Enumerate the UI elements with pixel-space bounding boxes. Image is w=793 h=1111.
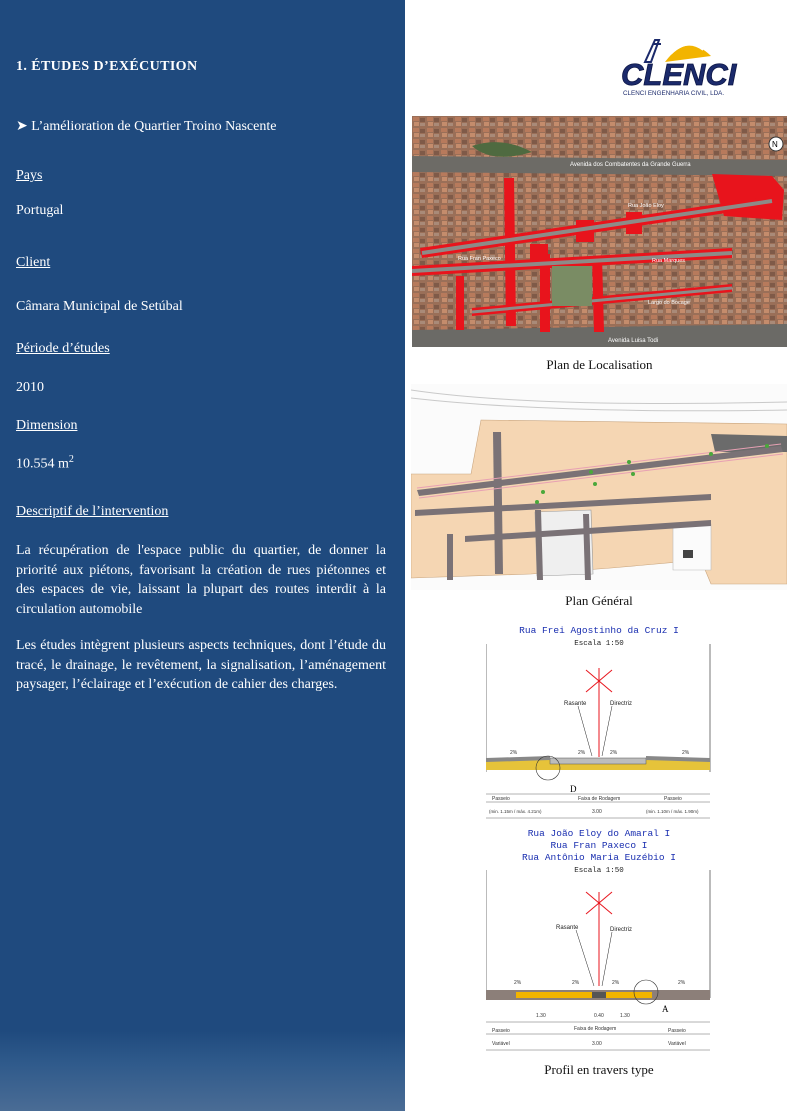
- pays-label: Pays: [16, 168, 43, 183]
- profile2-slope-left: 2%: [514, 980, 522, 986]
- aerial-label-avenue-top: Avenida dos Combatentes da Grande Guerra: [570, 162, 691, 168]
- profile2-title-2: Rua Fran Paxeco I: [550, 840, 648, 851]
- profile1-passeio-left: Passeio: [492, 796, 510, 802]
- pays-value: Portugal: [16, 203, 64, 218]
- aerial-label-street3: Rua Marques: [652, 258, 686, 264]
- profile1-scale: Escala 1:50: [574, 640, 624, 648]
- profile1-detail: D: [570, 784, 577, 794]
- cross-section-profile-1: [486, 622, 712, 822]
- aerial-label-avenue-bottom: Avenida Luisa Todi: [608, 338, 659, 344]
- descriptif-paragraph-2: Les études intègrent plusieurs aspects techniques, dont l’étude du tracé, le drainage, le revêtement, la signalisation, l’aménagement paysager, l’éclairage et l’exécution de cahier des charges.: [16, 638, 386, 692]
- profile1-slope-left: 2%: [510, 750, 518, 756]
- bottom-band: [0, 1031, 405, 1111]
- periode-label: Période d’études: [16, 341, 110, 356]
- profile1-dim-mid: 3.00: [592, 809, 602, 815]
- profile1-slope-mid-left: 2%: [578, 750, 586, 756]
- profile2-faixa: Faixa de Rodagem: [574, 1026, 617, 1032]
- dimension-value: [16, 450, 74, 474]
- cross-section-profile-2: [486, 826, 712, 1054]
- periode-value: 2010: [16, 380, 44, 395]
- descriptif-paragraph-1: La récupération de l'espace public du quartier, de donner la priorité aux piétons, favorisant la création de rues piétonnes et des espaces de vie, laissant la plupart des routes interdit à la circulation automobile: [16, 543, 386, 617]
- profile1-title: Rua Frei Agostinho da Cruz I: [519, 625, 679, 636]
- aerial-label-largo: Largo do Bocage: [648, 300, 690, 306]
- dimension-unit-sup: 2: [68, 454, 74, 465]
- profile2-title-1: Rua João Eloy do Amaral I: [527, 828, 671, 839]
- descriptif-label: Descriptif de l’intervention: [16, 504, 169, 519]
- general-plan-drawing: [411, 384, 787, 590]
- profile2-passeio-left: Passeio: [492, 1028, 510, 1034]
- aerial-label-street2: Rua João Eloy: [628, 203, 664, 209]
- profile1-rasante: Rasante: [564, 701, 587, 707]
- dimension-number: 10.554 m: [16, 456, 69, 472]
- profile2-dim-1: 1.30: [536, 1013, 546, 1019]
- dimension-label: Dimension: [16, 418, 78, 433]
- arrow-bullet-icon: ➤: [16, 119, 28, 134]
- profile2-slope-mid-right: 2%: [612, 980, 620, 986]
- profile2-title-3: Rua Antônio Maria Euzébio I: [522, 852, 676, 863]
- client-label: Client: [16, 255, 51, 270]
- profile2-passeio-right: Passeio: [668, 1028, 686, 1034]
- profile1-dim-right: (min. 1.10m / máx. 1.90m): [646, 809, 699, 814]
- profile2-slope-mid-left: 2%: [572, 980, 580, 986]
- aerial-location-map: [412, 116, 787, 347]
- profile2-dim-2: 0.40: [594, 1013, 604, 1019]
- profile2-slope-right: 2%: [678, 980, 686, 986]
- profile2-dim-3: 1.30: [620, 1013, 630, 1019]
- profile2-scale: Escala 1:50: [574, 867, 624, 875]
- client-value: Câmara Municipal de Setúbal: [16, 299, 183, 314]
- project-line: [16, 117, 276, 136]
- aerial-label-street1: Rua Fran Paxeco: [458, 256, 501, 262]
- profile1-faixa: Faixa de Rodagem: [578, 796, 621, 802]
- profile2-variavel-right: Variável: [668, 1041, 686, 1047]
- caption-localisation: Plan de Localisation: [546, 357, 653, 372]
- profile1-dim-left: (min. 1.15m / máx. 4.21m): [489, 809, 542, 814]
- profile2-directriz: Directriz: [610, 927, 632, 933]
- project-name: L’amélioration de Quartier Troino Nascente: [31, 119, 277, 134]
- logo-wordmark: CLENCI: [621, 57, 737, 92]
- clenci-logo: [615, 32, 760, 98]
- profile2-variavel-left: Variável: [492, 1041, 510, 1047]
- profile1-passeio-right: Passeio: [664, 796, 682, 802]
- caption-general: Plan Général: [565, 593, 633, 608]
- caption-profil: Profil en travers type: [544, 1062, 654, 1077]
- north-arrow-icon: N: [772, 140, 778, 149]
- logo-subtitle: CLENCI ENGENHARIA CIVIL, LDA.: [623, 90, 725, 97]
- profile2-rasante: Rasante: [556, 925, 579, 931]
- profile1-slope-mid-right: 2%: [610, 750, 618, 756]
- profile2-detail: A: [662, 1004, 669, 1014]
- section-title: 1. ÉTUDES D’EXÉCUTION: [16, 59, 198, 74]
- profile1-directriz: Directriz: [610, 701, 632, 707]
- profile1-slope-right: 2%: [682, 750, 690, 756]
- profile2-dim-mid: 3.00: [592, 1041, 602, 1047]
